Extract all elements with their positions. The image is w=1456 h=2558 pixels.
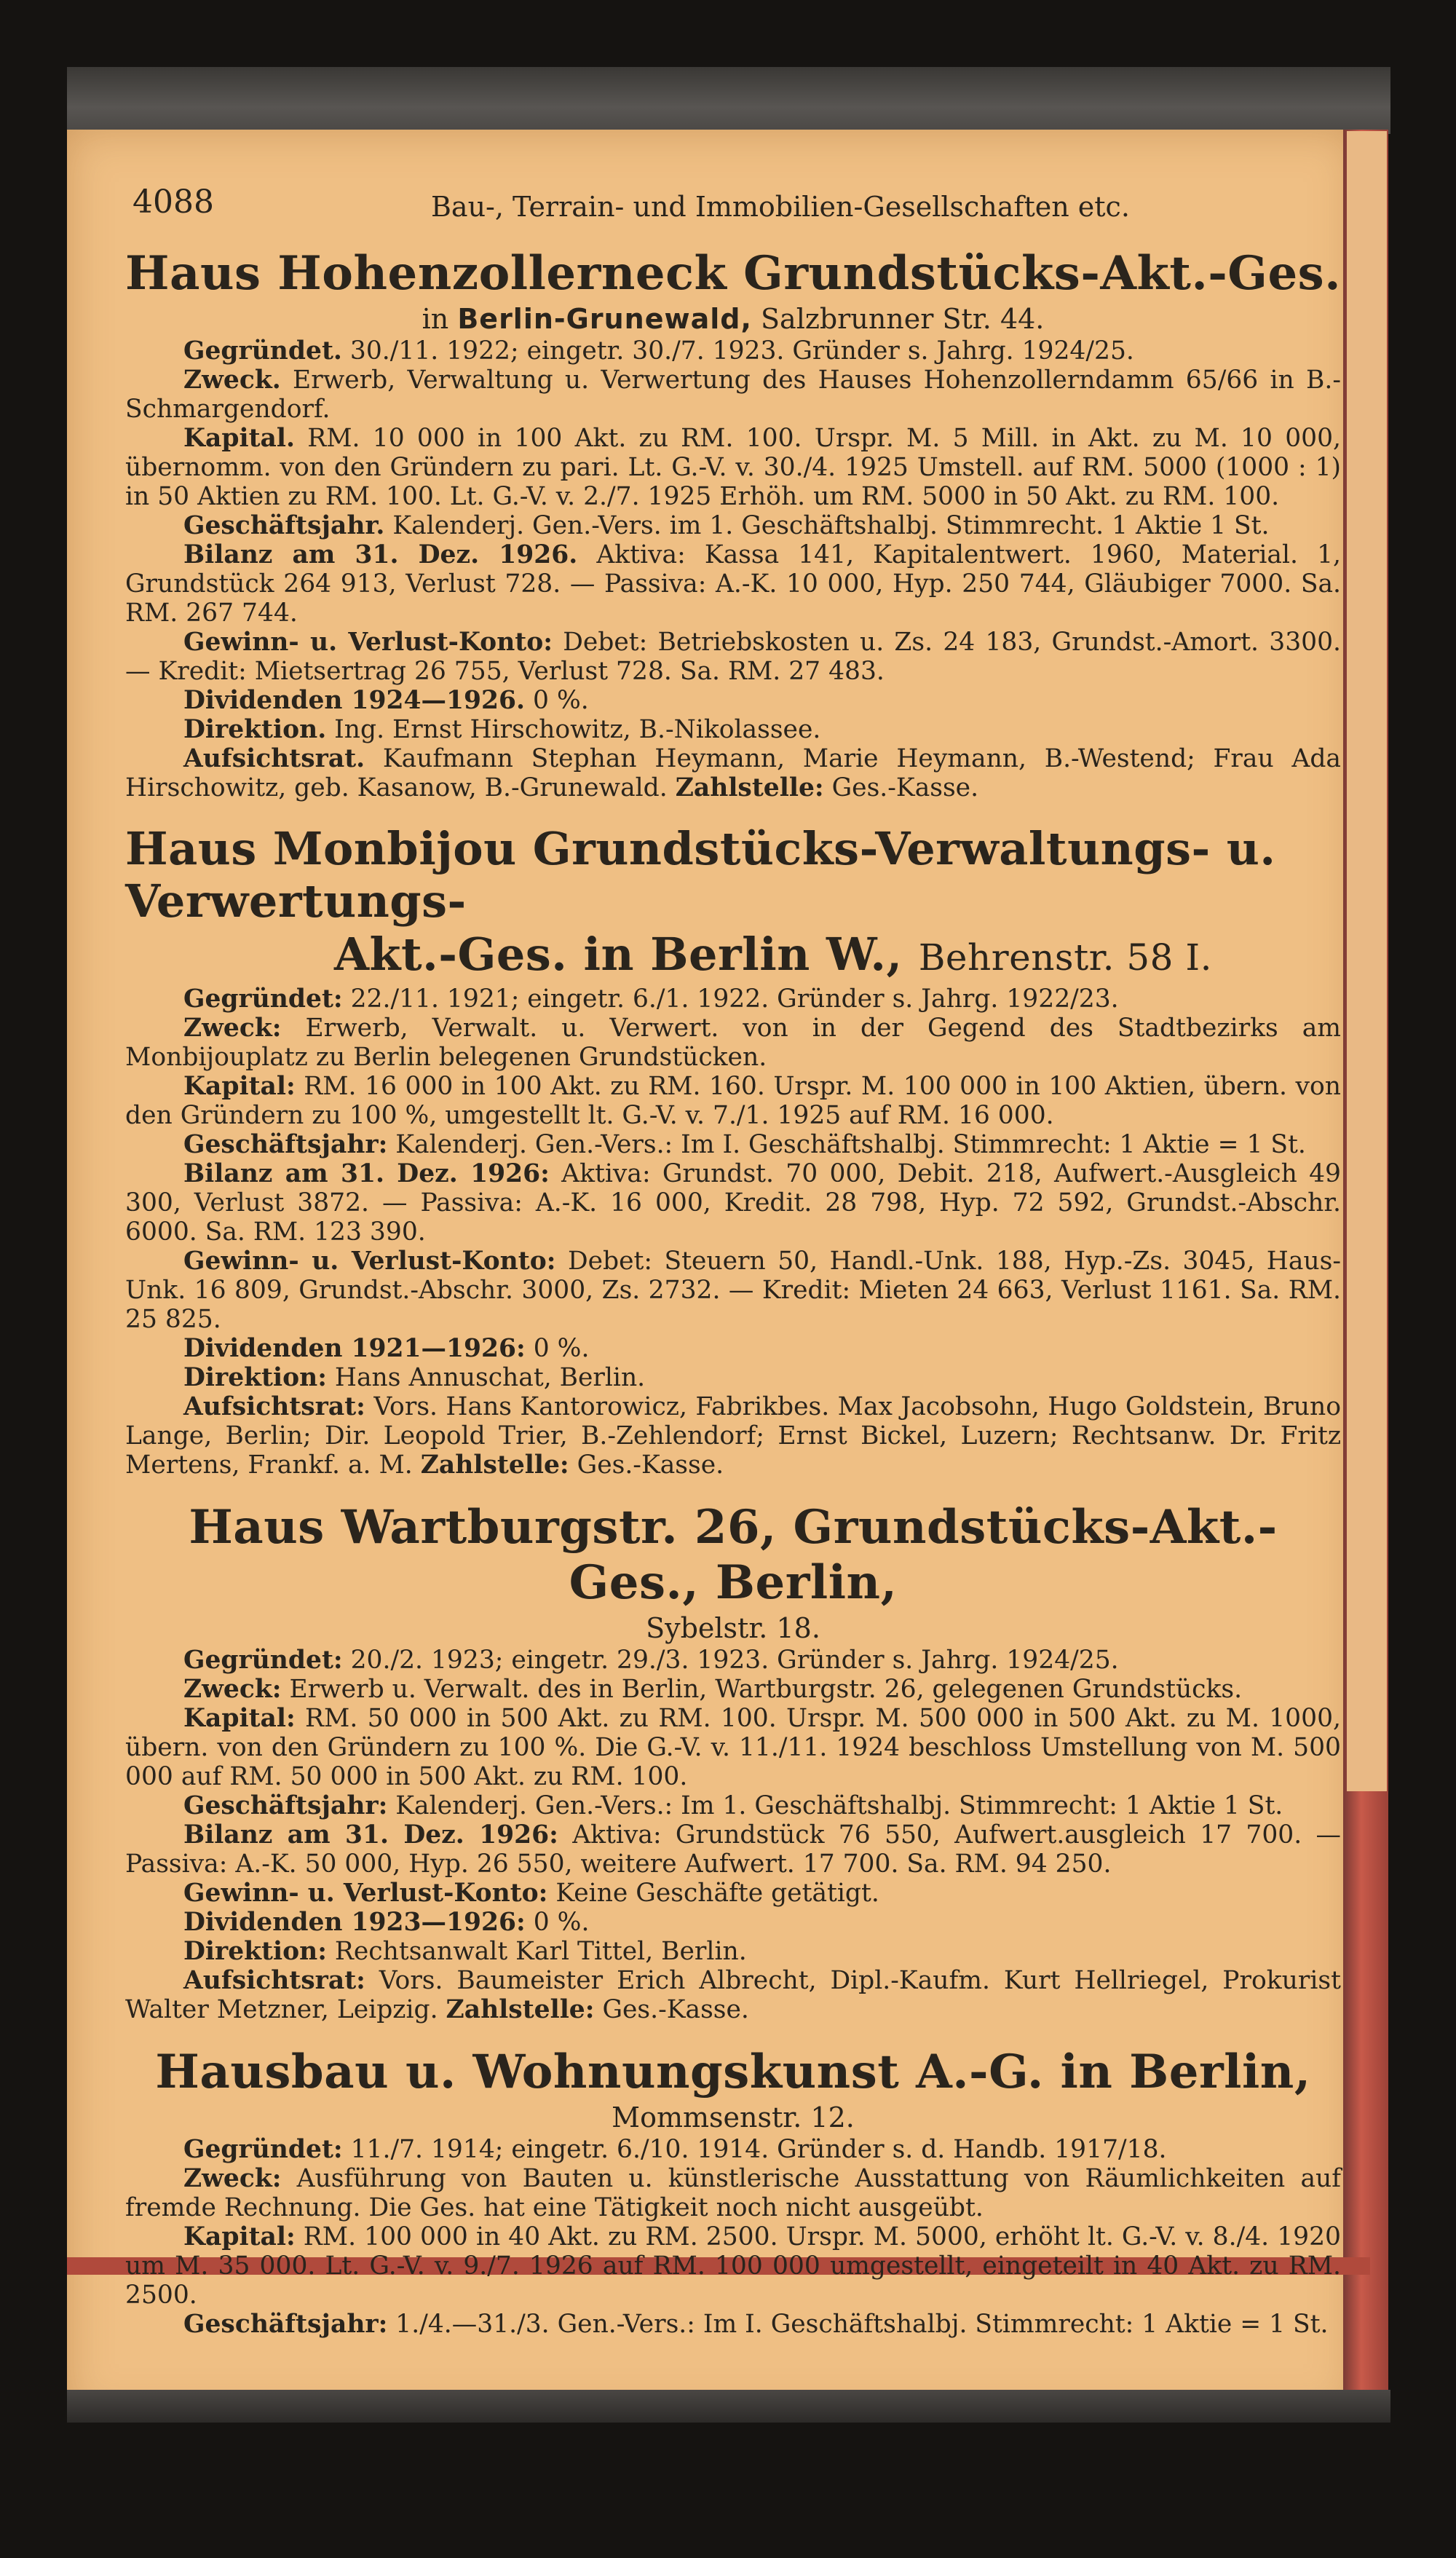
binder-edge-bottom [67,2390,1390,2423]
label: Direktion: [183,1937,327,1966]
place-prefix: in [422,303,449,335]
zahlstelle-label: Zahlstelle: [675,773,824,802]
label: Kapital. [183,424,295,453]
line-bilanz [125,540,1341,628]
line-gewinn-verlust [125,1247,1341,1334]
label: Aufsichtsrat. [183,744,365,773]
spacer [125,226,1341,246]
label: Geschäftsjahr: [183,1130,388,1159]
address: Sybelstr. 18. [646,1612,820,1644]
text: RM. 16 000 in 100 Akt. zu RM. 160. Urspr. M. 100 000 in 100 Aktien, übern. von den Gründern zu 100 %, umgestellt lt. G.-V. v. 7./1. 1925 auf RM. 16 000. [125,1072,1341,1130]
text: Vors. Hans Kantorowicz, Fabrikbes. Max Jacobsohn, Hugo Goldstein, Bruno Lange, Berlin; Dir. Leopold Trier, B.-Zehlendorf; Ernst Bickel, Luzern; Rechtsanw. Dr. Fritz Mertens, Frankf. a. M. [125,1392,1342,1480]
entry-title: Hausbau u. Wohnungskunst A.-G. in Berlin, [155,2045,1311,2099]
entry-title: Haus Wartburgstr. 26, Grundstücks-Akt.-Ges., Berlin, [189,1500,1278,1610]
text: Ausführung von Bauten u. künstlerische Ausstattung von Räumlichkeiten auf fremde Rechnung. Die Ges. hat eine Tätigkeit noch nicht ausgeübt. [125,2164,1341,2222]
line-zweck [125,1014,1341,1072]
label: Dividenden 1923—1926: [183,1908,526,1937]
text: 1./4.—31./3. Gen.-Vers.: Im I. Geschäftshalbj. Stimmrecht: 1 Aktie = 1 St. [395,2310,1329,2339]
label: Gegründet. [183,336,342,366]
text: Hans Annuschat, Berlin. [334,1363,646,1392]
entry-title: Haus Hohenzollerneck Grundstücks-Akt.-Ges. [125,246,1341,301]
line-direktion [125,1363,1341,1392]
line-gegruendet [125,1646,1341,1675]
binder-edge-top [67,67,1390,134]
line-direktion [125,1937,1341,1966]
label: Kapital: [183,1072,296,1101]
line-geschaeftsjahr [125,1130,1341,1159]
text: Kalenderj. Gen.-Vers. im 1. Geschäftshalbj. Stimmrecht. 1 Aktie 1 St. [392,511,1270,540]
entry-hohenzollerneck [125,246,1341,802]
label: Direktion. [183,715,327,744]
zahlstelle: Ges.-Kasse. [602,1995,749,2024]
zahlstelle-label: Zahlstelle: [446,1995,595,2024]
zahlstelle: Ges.-Kasse. [577,1450,724,1480]
entry-wartburgstr [125,1500,1341,2024]
text: Erwerb u. Verwalt. des in Berlin, Wartburgstr. 26, gelegenen Grundstücks. [289,1675,1243,1704]
text: Keine Geschäfte getätigt. [555,1879,879,1908]
label: Geschäftsjahr. [183,511,385,540]
label: Gewinn- u. Verlust-Konto: [183,628,553,657]
place-name: Berlin-Grunewald, [457,303,752,335]
line-aufsichtsrat [125,744,1341,802]
text: Vors. Baumeister Erich Albrecht, Dipl.-Kaufm. Kurt Hellriegel, Prokurist Walter Metzner, Leipzig. [125,1966,1341,2024]
text: Erwerb, Verwaltung u. Verwertung des Hauses Hohenzollerndamm 65/66 in B.-Schmargendorf. [125,366,1342,424]
line-bilanz [125,1159,1341,1247]
entry-location [125,301,1341,336]
running-header [125,182,1341,226]
label: Zweck: [183,1675,282,1704]
line-zweck [125,2164,1341,2222]
text: 22./11. 1921; eingetr. 6./1. 1922. Gründer s. Jahrg. 1922/23. [350,984,1119,1014]
label: Aufsichtsrat: [183,1966,365,1995]
label: Gegründet: [183,984,343,1014]
line-dividenden [125,1908,1341,1937]
text: 0 %. [533,686,589,715]
text: Erwerb, Verwalt. u. Verwert. von in der Gegend des Stadtbezirks am Monbijouplatz zu Berlin belegenen Grundstücken. [125,1014,1341,1072]
label: Direktion: [183,1363,327,1392]
text: 0 %. [533,1334,590,1363]
label: Kapital: [183,1704,296,1733]
text: RM. 100 000 in 40 Akt. zu RM. 2500. Urspr. M. 5000, erhöht lt. G.-V. v. 8./4. 1920 um M. 35 000. Lt. G.-V. v. 9./7. 1926 auf RM. 100 000 umgestellt, eingeteilt in 40 Akt. zu RM. 2500. [125,2222,1342,2310]
adjacent-page-edge [1347,131,1387,1791]
line-zweck [125,366,1341,424]
line-kapital [125,424,1341,511]
text: Kalenderj. Gen.-Vers.: Im I. Geschäftshalbj. Stimmrecht: 1 Aktie = 1 St. [395,1130,1306,1159]
zahlstelle-label: Zahlstelle: [420,1450,569,1480]
label: Bilanz am 31. Dez. 1926: [183,1159,550,1188]
line-zweck [125,1675,1341,1704]
line-dividenden [125,1334,1341,1363]
text: Debet: Steuern 50, Handl.-Unk. 188, Hyp.-Zs. 3045, Haus-Unk. 16 809, Grundst.-Abschr. 3000, Zs. 2732. — Kredit: Mieten 24 663, Verlust 1161. Sa. RM. 25 825. [125,1247,1342,1334]
line-geschaeftsjahr [125,511,1341,540]
label: Geschäftsjahr: [183,1791,388,1820]
label: Zweck: [183,2164,282,2193]
line-gegruendet [125,2135,1341,2164]
line-gewinn-verlust [125,1879,1341,1908]
label: Geschäftsjahr: [183,2310,388,2339]
text: RM. 10 000 in 100 Akt. zu RM. 100. Urspr. M. 5 Mill. in Akt. zu M. 10 000, übernomm. von den Gründern zu pari. Lt. G.-V. v. 30./4. 1925 Umstell. auf RM. 5000 (1000 : 1) in 50 Aktien zu RM. 100. Lt. G.-V. v. 2./7. 1925 Erhöh. um RM. 5000 in 50 Akt. zu RM. 100. [125,424,1342,511]
text: Aktiva: Grundst. 70 000, Debit. 218, Aufwert.-Ausgleich 49 300, Verlust 3872. — Passiva: A.-K. 16 000, Kredit. 28 798, Hyp. 72 592, Grundst.-Abschr. 6000. Sa. RM. 123 390. [125,1159,1341,1247]
page-content [125,182,1341,2339]
zahlstelle: Ges.-Kasse. [831,773,979,802]
text: 20./2. 1923; eingetr. 29./3. 1923. Gründer s. Jahrg. 1924/25. [350,1646,1119,1675]
label: Bilanz am 31. Dez. 1926: [183,1820,558,1850]
running-title: Bau-, Terrain- und Immobilien-Gesellschaften etc. [431,191,1130,223]
line-dividenden [125,686,1341,715]
text: Kaufmann Stephan Heymann, Marie Heymann, B.-Westend; Frau Ada Hirschowitz, geb. Kasanow, B.-Grunewald. [125,744,1341,802]
entry-title-line2 [125,928,1341,984]
spacer [125,802,1341,823]
spacer [125,2024,1341,2045]
address: Mommsenstr. 12. [612,2101,855,2133]
line-kapital [125,2222,1341,2310]
text: Kalenderj. Gen.-Vers.: Im 1. Geschäftshalbj. Stimmrecht: 1 Aktie 1 St. [395,1791,1283,1820]
page-number: 4088 [132,183,214,221]
text: Ing. Ernst Hirschowitz, B.-Nikolassee. [334,715,821,744]
line-geschaeftsjahr [125,1791,1341,1820]
label: Gegründet: [183,1646,343,1675]
text: Rechtsanwalt Karl Tittel, Berlin. [334,1937,747,1966]
text: Debet: Betriebskosten u. Zs. 24 183, Grundst.-Amort. 3300. — Kredit: Mietsertrag 26 755, Verlust 728. Sa. RM. 27 483. [125,628,1342,686]
label: Gewinn- u. Verlust-Konto: [183,1879,548,1908]
address: Salzbrunner Str. 44. [761,303,1045,335]
label: Bilanz am 31. Dez. 1926. [183,540,578,569]
text: 30./11. 1922; eingetr. 30./7. 1923. Gründer s. Jahrg. 1924/25. [349,336,1134,366]
entry-hausbau-wohnungskunst [125,2045,1341,2339]
line-gewinn-verlust [125,628,1341,686]
text: RM. 50 000 in 500 Akt. zu RM. 100. Urspr. M. 500 000 in 500 Akt. zu M. 1000, übern. von den Gründern zu 100 %. Die G.-V. v. 11./11. 1924 beschloss Umstellung von M. 500 000 auf RM. 50 000 in 500 Akt. zu RM. 100. [125,1704,1341,1791]
entry-title-line1: Haus Monbijou Grundstücks-Verwaltungs- u. Verwertungs- [125,822,1276,928]
line-bilanz [125,1820,1341,1879]
line-kapital [125,1704,1341,1791]
text: Aktiva: Kassa 141, Kapitalentwert. 1960, Material. 1, Grundstück 264 913, Verlust 728. — Passiva: A.-K. 10 000, Hyp. 250 744, Gläubiger 7000. Sa. RM. 267 744. [125,540,1341,628]
line-geschaeftsjahr [125,2310,1341,2339]
text: 0 %. [533,1908,590,1937]
label: Kapital: [183,2222,296,2251]
line-gegruendet [125,336,1341,366]
address: Behrenstr. 58 I. [918,936,1213,979]
label: Gewinn- u. Verlust-Konto: [183,1247,556,1276]
spacer [125,1480,1341,1500]
line-aufsichtsrat [125,1966,1341,2024]
label: Zweck: [183,1014,282,1043]
text: 11./7. 1914; eingetr. 6./10. 1914. Gründer s. d. Handb. 1917/18. [350,2135,1167,2164]
line-gegruendet [125,984,1341,1014]
label: Dividenden 1921—1926: [183,1334,526,1363]
label: Gegründet: [183,2135,343,2164]
title-part: Akt.-Ges. in Berlin W., [333,928,903,981]
entry-monbijou [125,823,1341,1480]
label: Aufsichtsrat: [183,1392,365,1421]
text: Aktiva: Grundstück 76 550, Aufwert.ausgleich 17 700. — Passiva: A.-K. 50 000, Hyp. 26 550, weitere Aufwert. 17 700. Sa. RM. 94 250. [125,1820,1342,1879]
line-kapital [125,1072,1341,1130]
line-direktion [125,715,1341,744]
label: Dividenden 1924—1926. [183,686,526,715]
line-aufsichtsrat [125,1392,1341,1480]
label: Zweck. [183,366,281,395]
